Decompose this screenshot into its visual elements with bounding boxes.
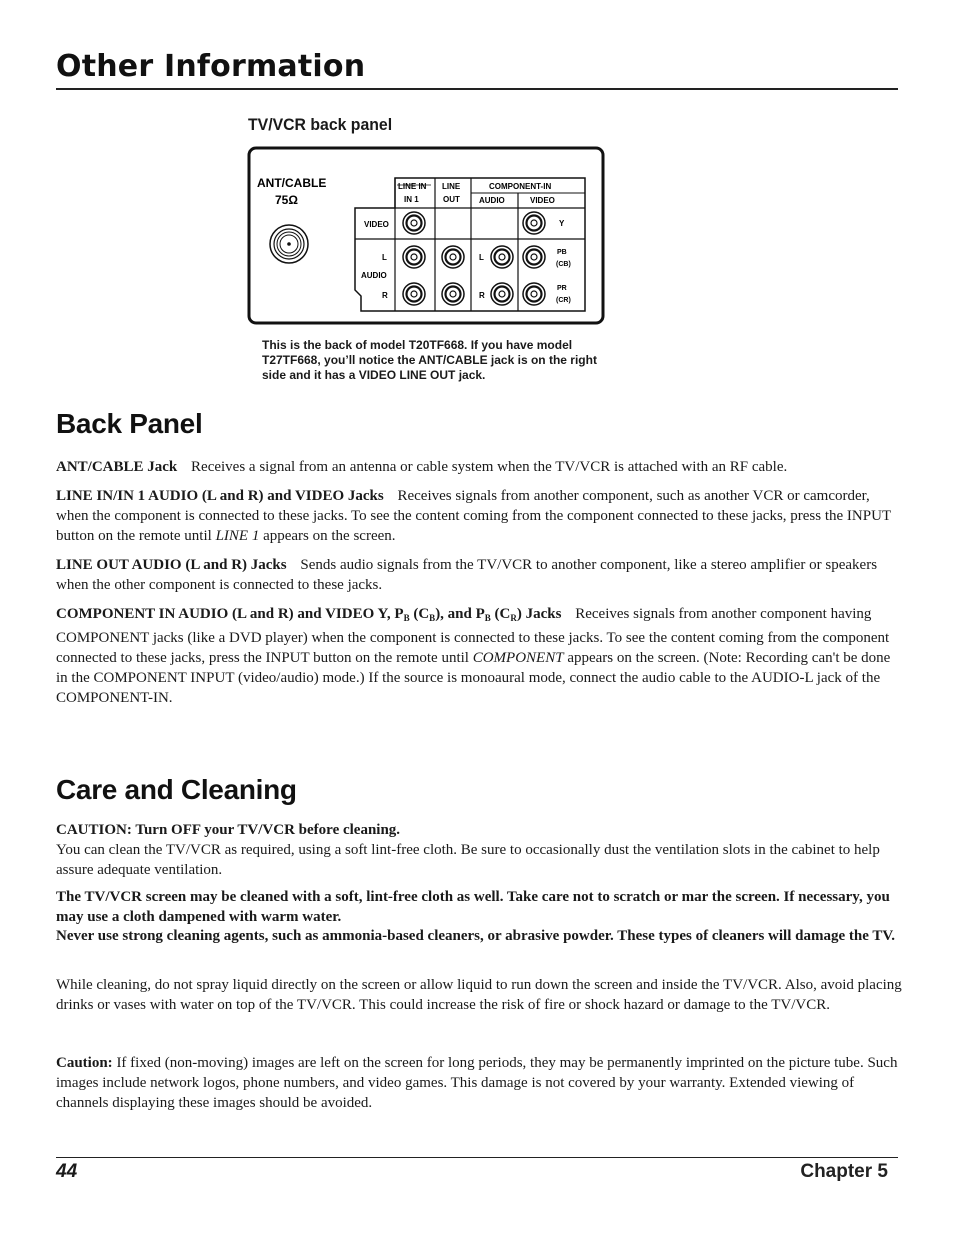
- ant-cable-text: Receives a signal from an antenna or cable system when the TV/VCR is attached with an RF cable.: [191, 459, 788, 475]
- header-video: VIDEO: [530, 196, 555, 205]
- screen-cleaning-bold-2: Never use strong cleaning agents, such as ammonia-based cleaners, or abrasive powder. These types of cleaners will damage the TV.: [56, 928, 896, 944]
- header-rule: [56, 88, 898, 90]
- diagram-caption: This is the back of model T20TF668. If you have model T27TF668, you’ll notice the ANT/CABLE jack is on the right side and it has a VIDEO LINE OUT jack.: [262, 338, 597, 382]
- row-l-label: L: [382, 253, 387, 262]
- caution-title: CAUTION: Turn OFF your TV/VCR before cleaning.: [56, 822, 401, 838]
- back-panel-diagram: [247, 146, 607, 326]
- line-in-italic: LINE 1: [215, 528, 260, 544]
- row-r-label: R: [382, 291, 388, 300]
- pr-label: PR: [557, 285, 567, 292]
- caution-text: You can clean the TV/VCR as required, using a soft lint-free cloth. Be sure to occasionally dust the ventilation slots in the cabinet to help assure adequate ventilation.: [56, 842, 880, 878]
- comp-l-label: L: [479, 253, 484, 262]
- page-header-title: Other Information: [56, 49, 366, 84]
- component-paragraph: [56, 604, 904, 708]
- ant-cable-jack: [270, 225, 308, 263]
- footer-rule: [56, 1157, 898, 1158]
- line-out-term: LINE OUT AUDIO (L and R) Jacks: [56, 557, 287, 573]
- caution-paragraph: [56, 820, 904, 880]
- component-text: Receives signals from another component having COMPONENT jacks (like a DVD player) when the component is connected to these jacks. To see the content coming from the component connected to these jacks, press the INPUT button on the remote until: [56, 606, 890, 666]
- image-caution-paragraph: [56, 1053, 904, 1113]
- component-text-2: appears on the screen. (Note: Recording can't be done in the COMPONENT INPUT (video/audio) mode.) If the source is monoaural mode, connect the audio cable to the AUDIO-L jack of the COMPONENT-IN.: [56, 650, 891, 706]
- jack-comp-audio-l: [491, 246, 513, 268]
- care-heading: Care and Cleaning: [56, 774, 297, 805]
- pb-label: PB: [557, 249, 567, 256]
- cb-label: (CB): [556, 261, 571, 268]
- jack-linein-l: [403, 246, 425, 268]
- jack-comp-y: [523, 212, 545, 234]
- header-component-in: COMPONENT-IN: [489, 182, 552, 191]
- screen-cleaning-bold-1: The TV/VCR screen may be cleaned with a soft, lint-free cloth as well. Take care not to scratch or mar the screen. If necessary, you may use a cloth dampened with warm water.: [56, 889, 890, 925]
- line-in-text-2: appears on the screen.: [263, 528, 396, 544]
- header-audio: AUDIO: [479, 196, 505, 205]
- line-in-paragraph: [56, 486, 904, 546]
- jack-lineout-l: [442, 246, 464, 268]
- jack-linein-video: [403, 212, 425, 234]
- image-caution-text: If fixed (non-moving) images are left on the screen for long periods, they may be permanently imprinted on the picture tube. Such images include network logos, phone numbers, and video games. This damage is not covered by your warranty. Extended viewing of channels displaying these images should be avoided.: [56, 1055, 898, 1111]
- ant-cable-term: ANT/CABLE Jack: [56, 459, 178, 475]
- jack-lineout-r: [442, 283, 464, 305]
- image-caution-term: Caution:: [56, 1055, 113, 1071]
- spray-paragraph: While cleaning, do not spray liquid directly on the screen or allow liquid to run down the screen and inside the TV/VCR. Also, avoid placing drinks or vases with water on top of the TV/VCR. This could increase the risk of fire or shock hazard or damage to the TV/VCR.: [56, 977, 902, 1013]
- component-term: COMPONENT IN AUDIO (L and R) and VIDEO Y, $P_B$ $(C_B)$, and $P_B$ $(C_R)$ Jacks: [56, 606, 562, 623]
- component-italic: COMPONENT: [472, 650, 564, 666]
- cr-label: (CR): [556, 297, 571, 304]
- jack-comp-pr: [523, 283, 545, 305]
- ant-ohm-label: 75Ω: [275, 193, 298, 207]
- header-in1: IN 1: [404, 195, 419, 204]
- jack-comp-pb: [523, 246, 545, 268]
- row-video-label: VIDEO: [364, 220, 389, 229]
- jack-comp-audio-r: [491, 283, 513, 305]
- ant-cable-paragraph: [56, 457, 904, 477]
- chapter-label: Chapter 5: [800, 1161, 888, 1182]
- line-in-term: LINE IN/IN 1 AUDIO (L and R) and VIDEO Jacks: [56, 488, 384, 504]
- comp-r-label: R: [479, 291, 485, 300]
- header-line: LINE: [442, 182, 461, 191]
- screen-cleaning-paragraph: [56, 888, 904, 947]
- header-out: OUT: [443, 195, 460, 204]
- line-out-paragraph: [56, 555, 904, 595]
- jack-linein-r: [403, 283, 425, 305]
- row-audio-label: AUDIO: [361, 271, 387, 280]
- y-label: Y: [559, 219, 565, 228]
- diagram-title: TV/VCR back panel: [248, 115, 393, 134]
- back-panel-heading: Back Panel: [56, 408, 203, 439]
- header-line-in: LINE IN: [398, 182, 427, 191]
- line-out-text: Sends audio signals from the TV/VCR to another component, like a stereo amplifier or speakers when the other component is connected to these jacks.: [56, 557, 878, 593]
- ant-cable-label: ANT/CABLE: [257, 176, 327, 190]
- page-number: 44: [56, 1161, 78, 1182]
- line-in-text: Receives signals from another component, such as another VCR or camcorder, when the component is connected to these jacks. To see the content coming from the component connected to these jacks, press the INPUT button on the remote until: [56, 488, 891, 544]
